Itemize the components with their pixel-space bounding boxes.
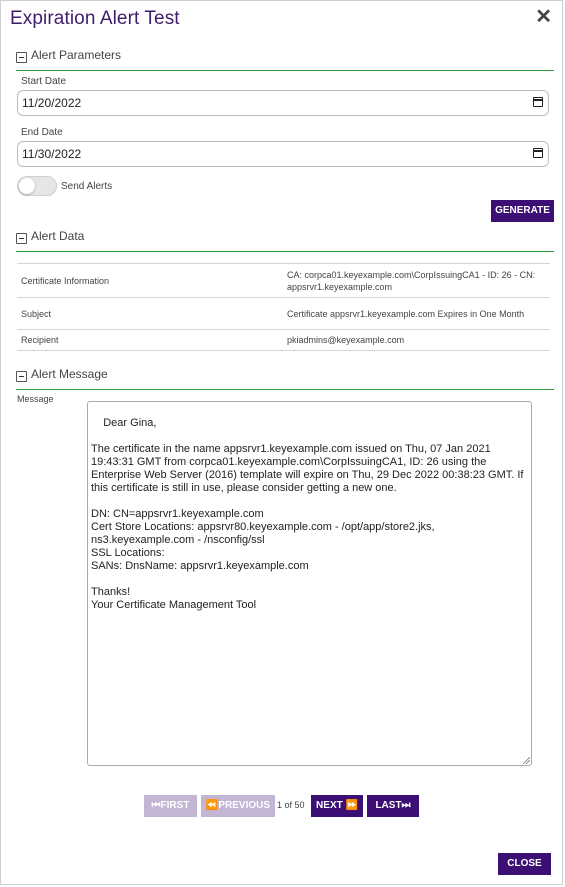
alert-data-label: Alert Data — [31, 229, 85, 243]
toggle-knob — [19, 178, 35, 194]
collapse-icon[interactable] — [16, 52, 27, 63]
end-date-value: 11/30/2022 — [22, 147, 82, 161]
first-label: FIRST — [160, 800, 190, 811]
rewind-icon: ⏪ — [205, 800, 219, 811]
end-date-label: End Date — [21, 127, 63, 138]
previous-page-button[interactable] — [201, 795, 275, 817]
alert-data-table — [17, 263, 550, 351]
end-date-input[interactable] — [17, 141, 549, 167]
alert-parameters-label: Alert Parameters — [31, 48, 122, 62]
row-key: Recipient — [17, 330, 283, 351]
calendar-icon[interactable] — [533, 97, 543, 107]
first-icon: ⏮ — [151, 800, 161, 811]
previous-label: PREVIOUS — [218, 800, 271, 811]
send-alerts-toggle[interactable] — [17, 176, 57, 196]
row-value: Certificate appsrvr1.keyexample.com Expires in One Month — [283, 298, 550, 330]
calendar-icon[interactable] — [533, 148, 543, 158]
first-page-button[interactable] — [144, 795, 197, 817]
page-status: 1 of 50 — [277, 800, 305, 810]
alert-parameters-header[interactable] — [16, 48, 554, 71]
row-value: pkiadmins@keyexample.com — [283, 330, 550, 351]
last-label: LAST — [375, 800, 402, 811]
row-value: CA: corpca01.keyexample.com\CorpIssuingCA1 - ID: 26 - CN: appsrvr1.keyexample.com — [283, 264, 550, 298]
collapse-icon[interactable] — [16, 371, 27, 382]
table-row — [17, 264, 550, 298]
message-label: Message — [17, 394, 54, 404]
close-button[interactable]: CLOSE — [498, 853, 551, 875]
last-icon: ⏭ — [401, 800, 411, 811]
generate-button[interactable]: GENERATE — [491, 200, 554, 222]
fast-forward-icon: ⏩ — [342, 800, 358, 811]
alert-message-header[interactable] — [16, 367, 554, 390]
close-icon[interactable]: ✕ — [535, 6, 552, 28]
alert-data-header[interactable] — [16, 229, 554, 252]
send-alerts-label: Send Alerts — [61, 181, 113, 192]
alert-message-label: Alert Message — [31, 367, 108, 381]
next-label: NEXT — [316, 800, 343, 811]
collapse-icon[interactable] — [16, 233, 27, 244]
resize-handle-icon[interactable] — [523, 757, 530, 764]
start-date-value: 11/20/2022 — [22, 96, 82, 110]
start-date-label: Start Date — [21, 76, 67, 87]
last-page-button[interactable] — [367, 795, 419, 817]
row-key: Certificate Information — [17, 264, 283, 298]
dialog-title: Expiration Alert Test — [10, 8, 180, 29]
message-textarea[interactable] — [87, 401, 532, 766]
message-text: Dear Gina, The certificate in the name appsrvr1.keyexample.com issued on Thu, 07 Jan 2021 19:43:31 GMT from corpca01.keyexample.com\CorpIssuingCA1, ID: 26 using the Enterprise Web Server (2016) template will expire on Thu, 29 Dec 2022 00:38:23 GMT. If this certificate is still in use, please consider getting a new one. DN: CN=appsrvr1.keyexample.com Cert Store Locations: appsrvr80.keyexample.com - /opt/app/store2.jks, ns3.keyexample.com - /nsconfig/ssl SSL Locations: SANs: DnsName: appsrvr1.keyexample.com Thanks! Your Certificate Management Tool — [91, 417, 524, 611]
table-row — [17, 330, 550, 351]
next-page-button[interactable] — [311, 795, 363, 817]
table-row — [17, 298, 550, 330]
row-key: Subject — [17, 298, 283, 330]
start-date-input[interactable] — [17, 90, 549, 116]
